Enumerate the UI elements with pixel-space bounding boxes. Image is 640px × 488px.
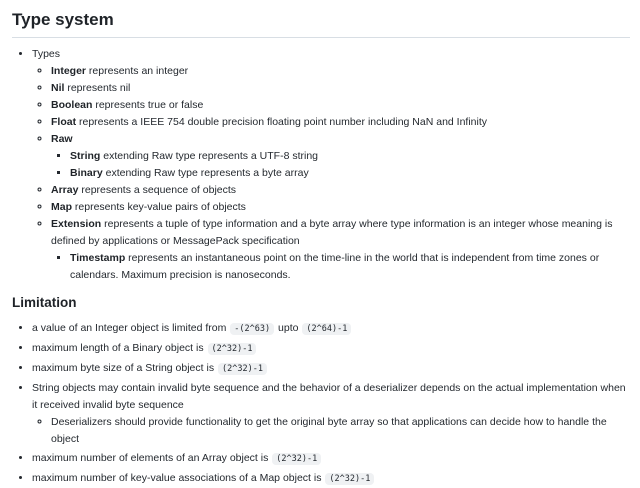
type-name: Nil [51, 82, 65, 94]
limitation-list [12, 320, 630, 488]
type-name: Extension [51, 218, 102, 230]
list-item [51, 131, 630, 182]
list-item [32, 450, 630, 468]
limit-text: maximum byte size of a String object is [32, 362, 217, 374]
list-item [32, 340, 630, 358]
raw-sublist [51, 148, 630, 182]
list-item [51, 114, 630, 131]
inline-code: (2^32)-1 [325, 473, 374, 485]
type-desc: represents a sequence of objects [78, 184, 237, 196]
type-sublist [32, 63, 630, 284]
type-list [12, 46, 630, 284]
list-item [51, 216, 630, 284]
list-item [51, 80, 630, 97]
section-heading: Limitation [12, 295, 77, 310]
limit-text: maximum number of elements of an Array object is [32, 452, 272, 464]
list-item [32, 320, 630, 338]
type-name: Timestamp [70, 252, 126, 264]
inline-code: (2^32)-1 [272, 453, 321, 465]
page-title: Type system [12, 8, 630, 38]
inline-code: (2^32)-1 [218, 363, 267, 375]
list-item [70, 148, 630, 165]
inline-code: (2^32)-1 [208, 343, 257, 355]
list-item [32, 46, 630, 284]
type-desc: represents a IEEE 754 double precision floating point number including NaN and Infinity [76, 116, 488, 128]
list-item [70, 165, 630, 182]
limit-text: maximum length of a Binary object is [32, 342, 207, 354]
extension-sublist [51, 250, 630, 284]
list-item [32, 360, 630, 378]
limit-text: upto [275, 322, 302, 334]
type-name: Array [51, 184, 79, 196]
list-item [51, 414, 630, 448]
type-name: Float [51, 116, 77, 128]
list-item [32, 470, 630, 488]
type-desc: extending Raw type represents a UTF-8 string [100, 150, 319, 162]
list-item [51, 199, 630, 216]
type-name: Binary [70, 167, 103, 179]
type-desc: represents an instantaneous point on the time-line in the world that is independent from time zones or calendars. Maximum precision is nanoseconds. [70, 252, 600, 281]
inline-code: -(2^63) [230, 323, 274, 335]
list-item [70, 250, 630, 284]
list-item [51, 182, 630, 199]
list-item [51, 63, 630, 80]
type-name: String [70, 150, 101, 162]
type-name: Raw [51, 133, 73, 145]
type-desc: represents key-value pairs of objects [72, 201, 246, 213]
inline-code: (2^64)-1 [302, 323, 351, 335]
type-name: Boolean [51, 99, 93, 111]
list-item [51, 97, 630, 114]
type-desc: represents an integer [86, 65, 189, 77]
type-desc: represents nil [64, 82, 131, 94]
type-desc: extending Raw type represents a byte array [102, 167, 309, 179]
type-name: Integer [51, 65, 87, 77]
limitation-sublist [32, 414, 630, 448]
type-desc: represents true or false [92, 99, 204, 111]
limit-text: a value of an Integer object is limited from [32, 322, 230, 334]
type-desc: represents a tuple of type information and a byte array where type information is an integer whose meaning is defined by applications or MessagePack specification [51, 218, 613, 247]
types-label: Types [32, 48, 61, 60]
limit-text: maximum number of key-value associations of a Map object is [32, 472, 325, 484]
type-name: Map [51, 201, 72, 213]
limit-text: String objects may contain invalid byte sequence and the behavior of a deserializer depends on the actual implementation when it received invalid byte sequence [32, 382, 626, 411]
list-item [32, 380, 630, 448]
limit-text: Deserializers should provide functionality to get the original byte array so that applications can decide how to handle the object [51, 416, 607, 445]
